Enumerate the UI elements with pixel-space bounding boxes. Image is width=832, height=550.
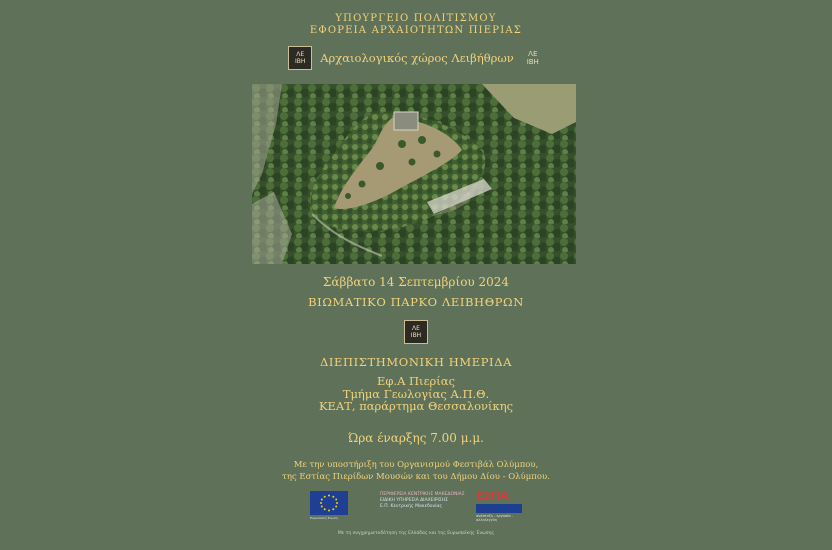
support-line-2: της Εστίας Πιερίδων Μουσών και του Δήμου Δίου - Ολύμπου. (282, 472, 550, 482)
cofinancing-note: Με τη συγχρηματοδότηση της Ελλάδας και της Ευρωπαϊκής Ένωσης (337, 531, 495, 536)
ministry-line-2: ΕΦΟΡΕΙΑ ΑΡΧΑΙΟΤΗΤΩΝ ΠΙΕΡΙΑΣ (309, 25, 523, 36)
leivithra-logo-icon: ΛΕ ΙΒΗ (288, 46, 312, 70)
leivithra-mark-icon: ΛΕ ΙΒΗ (526, 50, 539, 66)
event-title: ΔΙΕΠΙΣΤΗΜΟΝΙΚΗ ΗΜΕΡΙΔΑ (319, 355, 513, 369)
site-brand-row (0, 46, 832, 70)
event-venue: ΒΙΩΜΑΤΙΚΟ ΠΑΡΚΟ ΛΕΙΒΗΘΡΩΝ (308, 295, 524, 309)
organizers-list (0, 375, 832, 413)
site-name: Αρχαιολογικός χώρος Λειβήθρων (320, 51, 514, 65)
start-time: Ώρα έναρξης 7.00 μ.μ. (348, 431, 484, 445)
support-line-1: Με την υποστήριξη του Οργανισμού Φεστιβάλ Ολύμπου, (293, 460, 539, 470)
espa-label: ΕΣΠΑ (476, 489, 509, 502)
organizer-item: Τμήμα Γεωλογίας Α.Π.Θ. (342, 386, 490, 401)
leivithra-small-logo-icon: ΛΕ ΙΒΗ (404, 320, 428, 344)
ministry-line-1: ΥΠΟΥΡΓΕΙΟ ΠΟΛΙΤΙΣΜΟΥ (335, 13, 497, 24)
aerial-site-photo (252, 84, 576, 264)
sponsor-logos (310, 488, 530, 520)
espa-bar-icon (476, 504, 522, 513)
eu-caption: Ευρωπαϊκή Ένωση (310, 516, 338, 520)
region-logo: ΠΕΡΙΦΕΡΕΙΑ ΚΕΝΤΡΙΚΗΣ ΜΑΚΕΔΟΝΙΑΣ ΕΙΔΙΚΗ ΥΠΗΡΕΣΙΑ ΔΙΑΧΕΙΡΙΣΗΣ Ε.Π. Κεντρικής Μακεδονίας (380, 492, 465, 509)
eu-flag-icon (310, 491, 348, 515)
ministry-header (0, 13, 832, 37)
espa-caption: ανάπτυξη - εργασία - αλληλεγγύη (476, 514, 514, 522)
support-text (0, 459, 832, 483)
organizer-item: ΚΕΑΤ, παράρτημα Θεσσαλονίκης (318, 399, 514, 413)
espa-logo (476, 489, 522, 522)
organizer-item: Εφ.Α Πιερίας (376, 374, 456, 388)
event-date: Σάββατο 14 Σεπτεμβρίου 2024 (322, 275, 510, 289)
